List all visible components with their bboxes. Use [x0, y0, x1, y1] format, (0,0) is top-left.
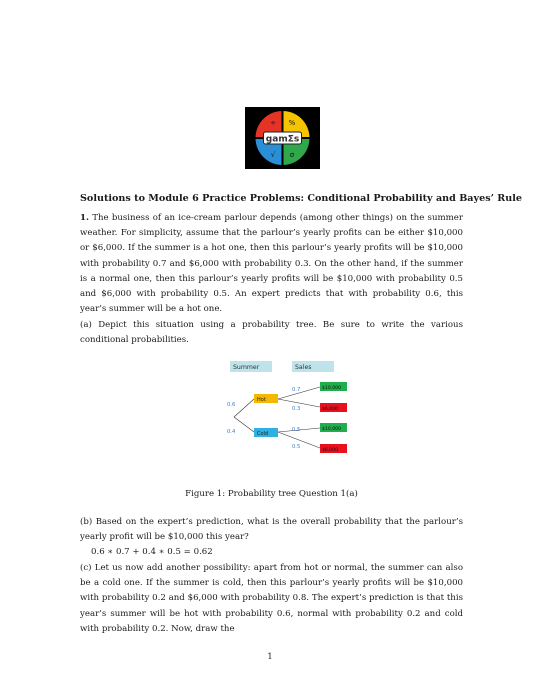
branch-root-cold [234, 417, 254, 432]
prob-hot-high: 0.7 [292, 387, 301, 393]
header-sales-label: Sales [295, 364, 312, 371]
node-hot-label: Hot [257, 397, 266, 403]
page-title: Solutions to Module 6 Practice Problems: Conditional Probability and Bayes’ Rule [80, 193, 522, 204]
page-number: 1 [267, 652, 273, 662]
prob-cold-low: 0.5 [292, 444, 301, 450]
node-cold-label: Cold [257, 431, 269, 437]
part-b-text: (b) Based on the expert’s prediction, what is the overall probability that the parlour’s yearly profit will be $10,000 this year? [80, 517, 463, 543]
prob-hot: 0.6 [227, 402, 236, 408]
probability-tree [222, 360, 354, 462]
prob-cold-high: 0.5 [292, 427, 301, 433]
part-c-text: (c) Let us now add another possibility: apart from hot or normal, the summer can also be a cold one. If the summer is cold, then this parlour’s yearly profits will be $10,000 with probability 0.2 and $6,000 with probability 0.8. The expert’s prediction is that this year’s summer will be hot with probability 0.6, normal with probability 0.2 and cold with probability 0.2. Now, draw the [80, 563, 463, 634]
logo-symbol-divide: ÷ [270, 119, 276, 127]
logo-symbol-percent: % [288, 119, 296, 127]
logo-symbol-sqrt: √ [270, 151, 276, 159]
header-summer-label: Summer [233, 364, 260, 371]
outcome-hot-low-label: $6,000 [322, 407, 339, 412]
logo-text: gamΣs [265, 134, 300, 145]
outcome-cold-low-label: $6,000 [322, 448, 339, 453]
part-b-answer: 0.6 ∗ 0.7 + 0.4 ∗ 0.5 = 0.62 [91, 547, 213, 557]
logo-symbol-sigma: σ [289, 151, 295, 159]
problem-1-text: The business of an ice-cream parlour depends (among other things) on the summer weather. For simplicity, assume that the parlour’s yearly profits can be either $10,000 or $6,000. If the summer is a hot one, then this parlour’s yearly profits will be $10,000 with probability 0.7 and $6,000 with probability 0.3. On the other hand, if the summer is a normal one, then this parlour’s yearly profits will be $10,000 with probability 0.5 and $6,000 with probability 0.5. An expert predicts that with probability 0.6, this year’s summer will be a hot one. [80, 213, 463, 315]
outcome-cold-high-label: $10,000 [322, 427, 341, 432]
problem-number: 1. [80, 213, 89, 223]
part-a-text: (a) Depict this situation using a probability tree. Be sure to write the various conditional probabilities. [80, 320, 463, 346]
figure-caption: Figure 1: Probability tree Question 1(a) [185, 489, 358, 499]
prob-cold: 0.4 [227, 429, 236, 435]
branch-root-hot [234, 399, 254, 417]
problem-1 [80, 211, 463, 317]
outcome-hot-high-label: $10,000 [322, 386, 341, 391]
prob-hot-low: 0.3 [292, 406, 301, 412]
games-logo [245, 107, 320, 169]
